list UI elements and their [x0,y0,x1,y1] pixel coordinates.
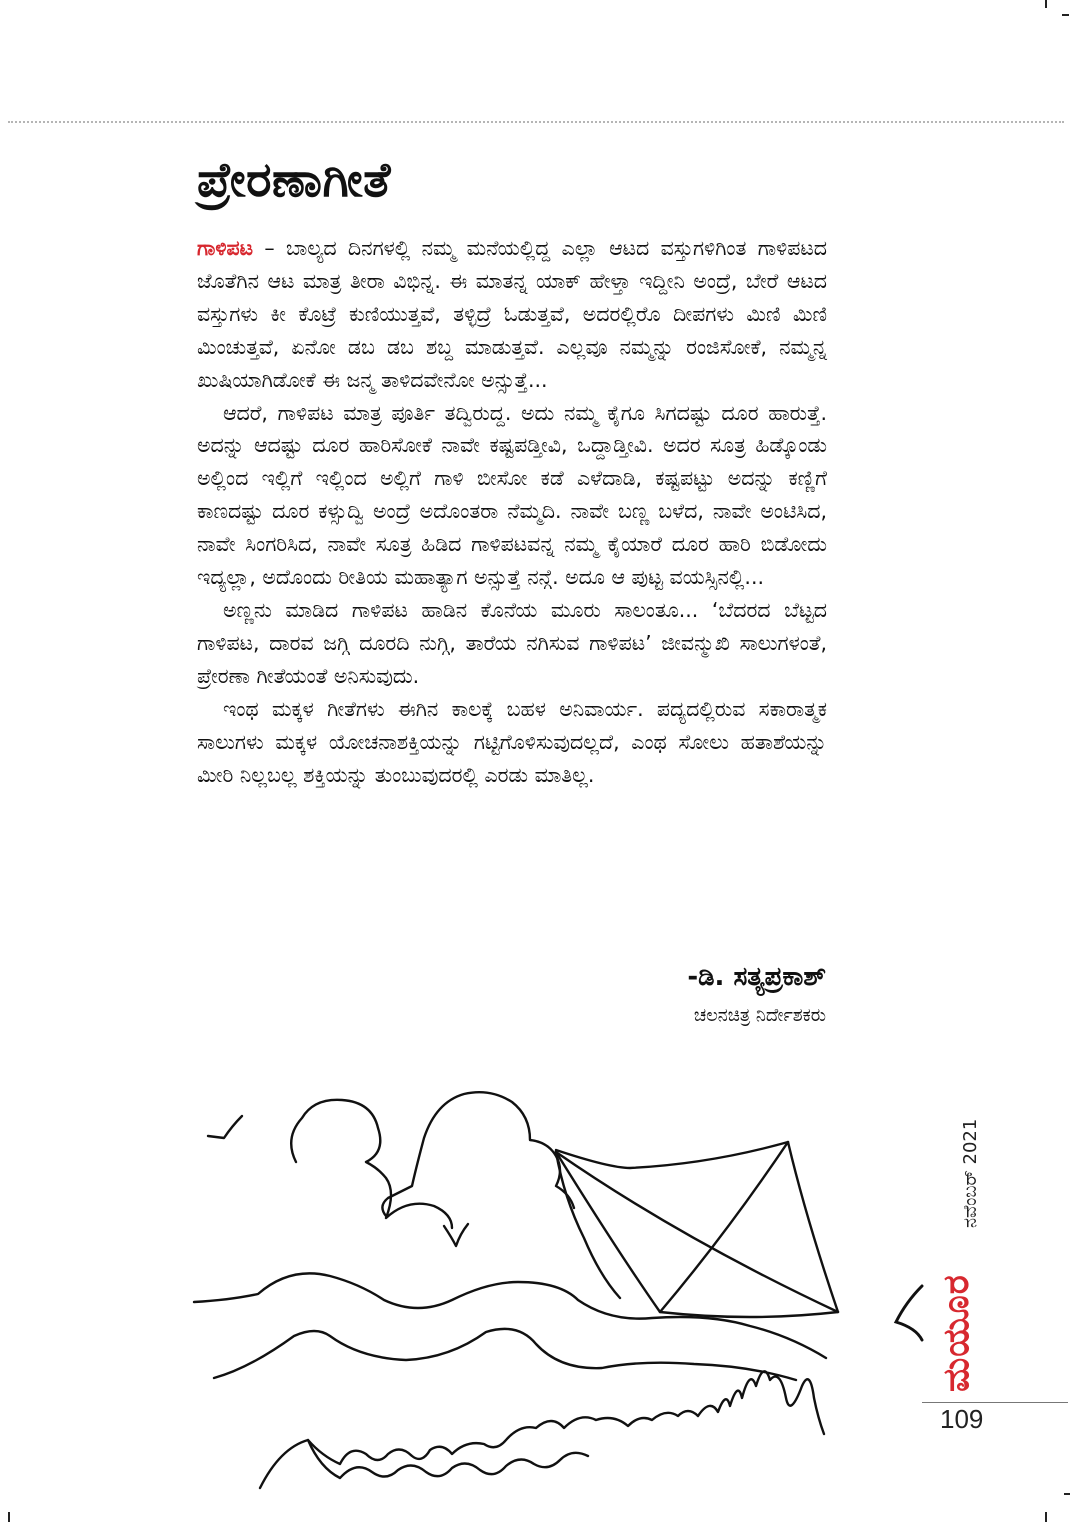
kite-crossbar [660,1142,788,1312]
crop-mark-right-side [1064,1493,1070,1495]
cloud-right [382,1092,574,1216]
paragraph-2: ಆದರೆ, ಗಾಳಿಪಟ ಮಾತ್ರ ಪೂರ್ತಿ ತದ್ವಿರುದ್ದ. ಅದು ನಮ್ಮ ಕೈಗೂ ಸಿಗದಷ್ಟು ದೂರ ಹಾರುತ್ತೆ. ಅದನ್ನು ಆದಷ್ಟು ದೂರ ಹಾರಿಸೋಕೆ ನಾವೇ ಕಷ್ಟಪಡ್ತೀವಿ, ಒದ್ದಾಡ್ತೀವಿ. ಅದರ ಸೂತ್ರ ಹಿಡ್ಕೊಂಡು ಅಲ್ಲಿಂದ ಇಲ್ಲಿಗೆ ಇಲ್ಲಿಂದ ಅಲ್ಲಿಗೆ ಗಾಳಿ ಬೀಸೋ ಕಡೆ ಎಳೆದಾಡಿ, ಕಷ್ಟಪಟ್ಟು ಅದನ್ನು ಕಣ್ಣಿಗೆ ಕಾಣದಷ್ಟು ದೂರ ಕಳ್ಸುದ್ವಿ ಅಂದ್ರೆ ಅದೊಂತರಾ ನೆಮ್ಮದಿ. ನಾವೇ ಬಣ್ಣ ಬಳೆದ, ನಾವೇ ಅಂಟಿಸಿದ, ನಾವೇ ಸಿಂಗರಿಸಿದ, ನಾವೇ ಸೂತ್ರ ಹಿಡಿದ ಗಾಳಿಪಟವನ್ನ ನಮ್ಮ ಕೈಯಾರೆ ದೂರ ಹಾರಿ ಬಿಡೋದು ಇದ್ಯಲ್ಲಾ, ಅದೊಂದು ರೀತಿಯ ಮಹಾತ್ಯಾಗ ಅನ್ಸುತ್ತೆ ನನ್ಗೆ. ಅದೂ ಆ ಪುಟ್ಟ ವಯಸ್ಸಿನಲ್ಲಿ... [197,400,827,590]
magazine-logo-swoosh-icon [888,1282,928,1342]
article-title: ಪ್ರೇರಣಾಗೀತೆ [197,152,391,208]
issue-month-year: ನವೆಂಬರ್ 2021 [960,1118,981,1228]
bird-icon-1 [208,1116,242,1138]
author-name: -ಡಿ. ಸತ್ಯಪ್ರಕಾಶ್ [687,962,826,992]
page-number-rule [922,1402,1068,1403]
bird-icon-2 [444,1224,468,1246]
paragraph-1 [197,232,827,397]
paragraph-4: ಇಂಥ ಮಕ್ಕಳ ಗೀತೆಗಳು ಈಗಿನ ಕಾಲಕ್ಕೆ ಬಹಳ ಅನಿವಾರ್ಯ. ಪದ್ಯದಲ್ಲಿರುವ ಸಕಾರಾತ್ಮಕ ಸಾಲುಗಳು ಮಕ್ಕಳ ಯೋಚನಾಶಕ್ತಿಯನ್ನು ಗಟ್ಟಿಗೊಳಿಸುವುದಲ್ಲದೆ, ಎಂಥ ಸೋಲು ಹತಾಶೆಯನ್ನು ಮೀರಿ ನಿಲ್ಲಬಲ್ಲ ಶಕ್ತಿಯನ್ನು ತುಂಬುವುದರಲ್ಲಿ ಎರಡು ಮಾತಿಲ್ಲ. [197,696,827,787]
author-role: ಚಲನಚಿತ್ರ ನಿರ್ದೇಶಕರು [693,1005,826,1026]
lead-word: ಗಾಳಿಪಟ [197,236,254,260]
crop-mark-top-left [1045,0,1047,8]
magazine-name: ಮಯೂರ [936,1274,977,1392]
grass-line-lower [308,1440,588,1478]
crop-mark-bottom-left [8,1512,10,1522]
crop-mark-bottom-right [1045,1512,1047,1522]
cloud-left [291,1100,452,1228]
grass-line [260,1371,824,1488]
article-body [197,232,827,791]
river-bank-lower [214,1329,796,1380]
paragraph-3: ಅಣ್ಣನು ಮಾಡಿದ ಗಾಳಿಪಟ ಹಾಡಿನ ಕೊನೆಯ ಮೂರು ಸಾಲಂತೂ... ‘ಬೆದರದ ಬೆಟ್ಟದ ಗಾಳಿಪಟ, ದಾರವ ಜಗ್ಗಿ ದೂರದಿ ನುಗ್ಗಿ, ತಾರೆಯ ನಗಿಸುವ ಗಾಳಿಪಟ’ ಜೀವನ್ಮುಖಿ ಸಾಲುಗಳಂತೆ, ಪ್ರೇರಣಾ ಗೀತೆಯಂತೆ ಅನಿಸುವುದು. [197,597,827,688]
crop-mark-top-right [1062,14,1069,16]
page-number: 109 [940,1404,984,1434]
header-dotted-rule [8,121,1064,123]
paragraph-1-text: – ಬಾಲ್ಯದ ದಿನಗಳಲ್ಲಿ ನಮ್ಮ ಮನೆಯಲ್ಲಿದ್ದ ಎಲ್ಲಾ ಆಟದ ವಸ್ತುಗಳಿಗಿಂತ ಗಾಳಿಪಟದ ಜೊತೆಗಿನ ಆಟ ಮಾತ್ರ ತೀರಾ ವಿಭಿನ್ನ. ಈ ಮಾತನ್ನ ಯಾಕ್ ಹೇಳ್ತಾ ಇದ್ದೀನಿ ಅಂದ್ರೆ, ಬೇರೆ ಆಟದ ವಸ್ತುಗಳು ಕೀ ಕೊಟ್ರೆ ಕುಣಿಯುತ್ತವೆ, ತಳ್ಳಿದ್ರೆ ಓಡುತ್ತವೆ, ಅದರಲ್ಲಿರೊ ದೀಪಗಳು ಮಿಣಿ ಮಿಣಿ ಮಿಂಚುತ್ತವೆ, ಏನೋ ಡಬ ಡಬ ಶಬ್ದ ಮಾಡುತ್ತವೆ. ಎಲ್ಲವೂ ನಮ್ಮನ್ನು ರಂಜಿಸೋಕೆ, ನಮ್ಮನ್ನ ಖುಷಿಯಾಗಿಡೋಕೆ ಈ ಜನ್ಮ ತಾಳಿದವೇನೋ ಅನ್ಸುತ್ತೆ... [197,236,827,392]
kite-line-drawing [190,1068,850,1508]
